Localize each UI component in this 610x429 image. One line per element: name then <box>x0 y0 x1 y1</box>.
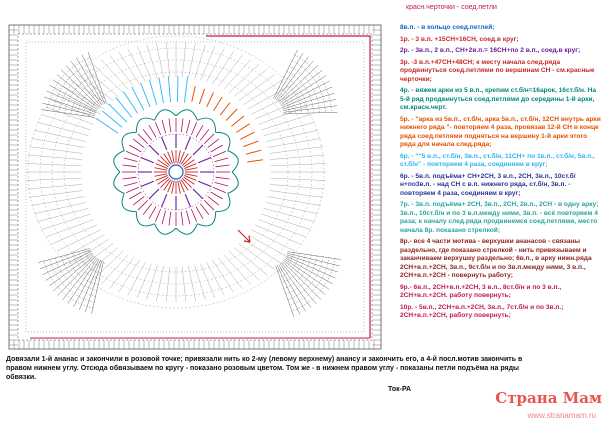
row5-stitch <box>220 103 230 116</box>
pineapple-stitch <box>50 85 97 111</box>
row5-stitch <box>199 89 204 104</box>
instruction-row: 9р.- 6в.п., 2СН+в.п.+2СН, 3 в.п., 8ст.б/н и по 3 в.п., 2СН+в.п.+2СН. работу повернуть; <box>400 283 562 299</box>
background-stitch <box>31 138 84 147</box>
inner-border-2 <box>26 42 364 332</box>
background-stitch <box>207 49 225 82</box>
row3-stitch <box>133 139 144 148</box>
row3-stitch <box>191 209 196 222</box>
row3-stitch <box>124 158 138 162</box>
background-stitch <box>182 42 186 77</box>
pineapple-stitch <box>88 52 106 103</box>
background-stitch <box>229 251 259 280</box>
background-ring <box>64 72 288 272</box>
row2-stitch <box>141 158 154 163</box>
row3-stitch <box>123 165 137 167</box>
row6-stitch <box>168 76 170 102</box>
row6-stitch <box>178 76 179 102</box>
instruction-row: 3р. -3 в.п.+47СН+48СН; к месту начала след.ряда продвинуться соед.петлями по вершинам СН - см.красные черточки; <box>400 58 595 83</box>
crochet-chart <box>6 22 384 352</box>
background-stitch <box>166 267 170 302</box>
row2-stitch <box>193 189 203 199</box>
row2-stitch <box>185 137 190 150</box>
background-stitch <box>264 208 315 221</box>
row5-stitch <box>236 124 249 133</box>
row4-arch <box>228 172 239 193</box>
row3-stitch <box>191 122 196 135</box>
row3-stitch <box>216 177 230 179</box>
row3-stitch <box>211 145 223 152</box>
row3-stitch <box>138 200 148 210</box>
row3-stitch <box>126 187 139 192</box>
background-stitch <box>255 225 301 244</box>
pineapple-stitch <box>287 252 341 260</box>
row2-stitch <box>185 194 190 207</box>
row3-stitch <box>208 139 219 148</box>
row5-stitch <box>243 141 258 147</box>
row4-arch <box>228 151 239 172</box>
row2-stitch <box>141 181 154 186</box>
row3-stitch <box>200 204 209 215</box>
pineapple-stitch <box>274 50 298 98</box>
row6-stitch <box>184 77 187 103</box>
row2-stitch <box>198 158 211 163</box>
row2-stitch <box>149 145 159 155</box>
footer-note: Довязали 1-й ананас и закончили в розовой точке; привязали нить ко 2-му (левому верхнему) анансу и закончить его, а 4-й посл.мотив закончить в правом нижнем углу. Отсюда обвязываем по кругу - показано розовым цветом. Том же - в нижнем правом углу - показаны петли подъёма на ряды обвязки. <box>6 356 523 381</box>
background-stitch <box>31 197 84 206</box>
row4-arch <box>155 110 176 121</box>
row3-stitch <box>215 182 229 186</box>
row4-arch <box>114 151 125 172</box>
background-stitch <box>182 267 186 302</box>
background-stitch <box>46 220 94 238</box>
row5-stitch <box>192 86 196 102</box>
row3-stitch <box>129 192 141 199</box>
row5-stitch <box>240 132 254 139</box>
pineapple-stitch <box>276 266 294 317</box>
row3-stitch <box>149 125 156 137</box>
row3-stitch <box>204 134 214 144</box>
pineapple-stitch <box>40 250 91 269</box>
row5-stitch <box>246 150 261 154</box>
legend-text: красн.черточки - соед.петли <box>406 4 497 11</box>
pineapple-stitch <box>82 55 105 104</box>
background-stitch <box>261 115 310 131</box>
pineapple-stitch <box>46 253 92 281</box>
background-stitch <box>34 130 86 141</box>
watermark-site: Страна Мам <box>495 389 602 407</box>
background-stitch <box>27 155 82 160</box>
background-stitch <box>26 164 81 166</box>
row3-stitch <box>215 158 229 162</box>
background-stitch <box>51 225 97 244</box>
row3-stitch <box>123 177 137 179</box>
row6-stitch <box>141 83 151 107</box>
background-stitch <box>29 191 83 198</box>
row3-stitch <box>216 165 230 167</box>
row3-stitch <box>200 129 209 140</box>
row3-stitch <box>126 151 139 156</box>
background-stitch <box>229 64 259 93</box>
background-stitch <box>37 122 88 135</box>
background-stitch <box>119 52 140 84</box>
background-stitch <box>147 45 158 79</box>
row6-stitch <box>159 78 164 104</box>
background-stitch <box>271 178 326 180</box>
background-stitch <box>166 42 170 77</box>
row4-arch <box>176 110 197 121</box>
row2-stitch <box>162 137 167 150</box>
row5-stitch <box>214 97 222 111</box>
background-stitch <box>128 49 146 82</box>
instructions-list <box>400 24 602 324</box>
instruction-row: 8р.- все 4 части мотива - верхушки ананасов - связаны раздельно, где показано стрелкой - нить привязываем и заканчиваем верхушку раздельно; 6в.п., в арку нижн.ряда 2СН+в.п.+2СН, 3в.п., 9ст.б/н и по 3в.п.между ними, 3 в.п., 2СН+в.п.+2СН - повернуть работу; <box>400 238 592 279</box>
row4-arch <box>176 224 197 235</box>
row3-stitch <box>155 209 160 222</box>
row3-stitch <box>133 196 144 205</box>
instruction-row: 10р. - 5в.п., 2СН+в.п.+2СН, 3в.п., 7ст.б/н и по 3в.п.; 2СН+в.п.+2СН, работу повернуть; <box>400 303 564 319</box>
background-stitch <box>128 262 146 295</box>
row3-stitch <box>155 122 160 135</box>
background-stitch <box>268 197 321 206</box>
background-stitch <box>269 191 323 198</box>
row3-stitch <box>196 207 203 219</box>
background-stitch <box>218 55 242 86</box>
background-stitch <box>119 260 140 292</box>
row3-stitch <box>208 196 219 205</box>
background-stitch <box>207 262 225 295</box>
background-stitch <box>212 52 233 84</box>
row2-stitch <box>149 189 159 199</box>
row6-stitch <box>150 80 157 105</box>
row5-stitch <box>232 116 244 126</box>
background-stitch <box>258 107 306 125</box>
row3-stitch <box>186 211 190 225</box>
row3-stitch <box>129 145 141 152</box>
instruction-row: 4р. - вяжем арки из 5 в.п., крепим ст.б/н=16арок, 16ст.б/н. На 5-й ряд продвинуться соед.петлями до середины 1-й арки, см.красн.черт. <box>400 87 597 111</box>
pineapple-stitch <box>279 265 306 312</box>
background-stitch <box>34 203 86 214</box>
row3-stitch <box>186 120 190 134</box>
background-stitch <box>258 220 306 238</box>
pineapple-stitch <box>41 110 94 118</box>
center-ring <box>169 165 183 179</box>
row3-stitch <box>124 182 138 186</box>
pineapple-stitch <box>285 258 332 284</box>
instruction-row: 8в.п. - в кольцо соед.петлей; <box>400 24 495 31</box>
background-stitch <box>266 203 318 214</box>
instruction-row: 1р. - 3 в.п. +15СН+16СН, соед.в круг; <box>400 35 519 43</box>
row3-stitch <box>213 187 226 192</box>
background-stitch <box>270 155 325 160</box>
background-stitch <box>255 100 301 119</box>
row3-stitch <box>143 129 152 140</box>
background-stitch <box>266 130 318 141</box>
row3-stitch <box>196 125 203 137</box>
row5-stitch <box>226 109 237 121</box>
row3-stitch <box>162 211 166 225</box>
author-signature: Ток-РА <box>388 386 412 393</box>
background-stitch <box>27 184 82 189</box>
row6-stitch <box>109 104 127 123</box>
instruction-row: 6р. - 5в.п. подъёма+ СН+2СН, 3 в.п., 2СН, 3в.п., 10ст.б/н+по3в.п. - над СН с в.п. нижнего ряда, ст.б/н, 3в.п. - повторяем 4 раза, соединяем в круг; <box>400 172 576 197</box>
instruction-row: 5р. - "арка из 5в.п., ст.б/н, арка 5в.п., ст.б/н, 12СН внутрь арки нижнего ряда "- повторяем 4 раза, провязав 12-й СН в конце ряда соед.петлями подняться на вершину 1-й арки этого ряда для начала след.ряда; <box>400 115 601 148</box>
instruction-row: 7р. - 3в.п. подъёма+ 2СН, 3в.п., 2СН, 2в.п., 2СН - в одну арку; 3в.п., 10ст.б/н и по 3 в.п.между ними, 3в.п. - всё повторяем 4 раза; к началу след.ряда продвинемся соед.петлями, место начала 8р. показано стрелкой; <box>400 201 599 234</box>
pineapple-stitch <box>284 112 338 114</box>
row3-stitch <box>204 200 214 210</box>
row3-stitch <box>162 120 166 134</box>
row3-stitch <box>213 151 226 156</box>
row5-stitch <box>207 92 214 107</box>
background-stitch <box>37 208 88 221</box>
background-stitch <box>42 214 91 230</box>
row2-stitch <box>162 194 167 207</box>
row3-stitch <box>169 119 171 133</box>
instruction-row: 2р. - 3в.п., 2 в.п., СН+2в.п.= 16СН+по 2 в.п., соед.в круг; <box>400 47 581 54</box>
background-stitch <box>268 138 321 147</box>
row3-stitch <box>149 207 156 219</box>
start-arrow <box>238 230 250 242</box>
pineapple-stitch <box>275 53 303 99</box>
row5-stitch <box>247 160 263 162</box>
pineapple-stitch <box>277 265 300 314</box>
row3-stitch <box>138 134 148 144</box>
background-stitch <box>269 147 323 154</box>
instruction-row: 6р. - ""5 в.п., ст.б/н, 3в.п., ст.б/н, 11СН+ по 1в.п., ст.б/н, 5в.п., ст.б/н" - повторяем 4 раза, соединяем в круг; <box>400 152 595 168</box>
background-stitch <box>264 122 315 135</box>
row4-arch <box>114 172 125 193</box>
background-stitch <box>29 147 83 154</box>
row3-stitch <box>169 212 171 226</box>
background-stitch <box>271 164 326 166</box>
row3-stitch <box>143 204 152 215</box>
legend-caption <box>406 4 497 11</box>
background-stitch <box>26 178 81 180</box>
row2-stitch <box>198 181 211 186</box>
watermark-url: www.stranamam.ru <box>527 411 596 420</box>
row3-stitch <box>211 192 223 199</box>
background-stitch <box>212 260 233 292</box>
pineapple-stitch <box>283 262 321 300</box>
background-stitch <box>270 184 325 189</box>
row3-stitch <box>181 212 183 226</box>
row2-stitch <box>193 145 203 155</box>
row3-stitch <box>181 119 183 133</box>
row4-arch <box>155 224 176 235</box>
pink-edging <box>206 36 370 338</box>
